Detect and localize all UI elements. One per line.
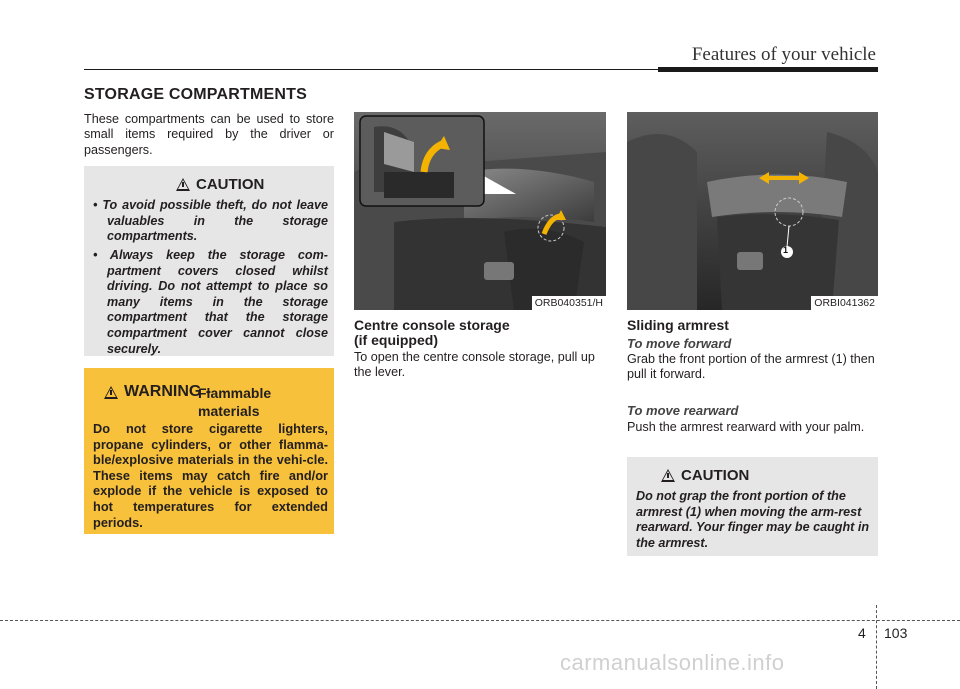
watermark: carmanualsonline.info — [560, 650, 785, 675]
move-forward-heading: To move forward — [627, 336, 732, 351]
photo-code-label: ORBI041362 — [811, 296, 878, 310]
intro-paragraph: These compartments can be used to store small items required by the driver or passengers. — [84, 112, 334, 157]
caution-title-left — [176, 176, 264, 193]
warning-triangle-icon — [176, 178, 190, 191]
move-forward-body: Grab the front portion of the armrest (1) then pull it forward. — [627, 352, 875, 382]
caution-label: CAUTION — [681, 467, 750, 484]
caution-title-right — [661, 467, 749, 484]
caution-bullet: • To avoid possible theft, do not leave valuables in the storage compartments. — [93, 198, 328, 244]
move-rearward-body: Push the armrest rearward with your palm. — [627, 420, 865, 434]
callout-number: 1 — [783, 245, 789, 255]
sliding-armrest-photo — [627, 112, 878, 310]
chapter-number: 4 — [858, 625, 866, 641]
warning-triangle-icon — [661, 469, 675, 482]
warning-subtitle: Flammable materials — [198, 385, 272, 419]
centre-console-illustration — [354, 112, 606, 310]
header-rule-accent — [658, 67, 878, 72]
warning-title — [104, 383, 211, 401]
page-header-title: Features of your vehicle — [691, 44, 876, 65]
caution-box-right — [627, 457, 878, 556]
centre-console-heading: Centre console storage (if equipped) — [354, 317, 510, 348]
centre-console-body: To open the centre console storage, pull up the lever. — [354, 350, 595, 380]
warning-body: Do not store cigarette lighters, propane cylinders, or other flamma-ble/explosive materials in the vehi-cle. These items may catch fire and/or explode if the vehicle is exposed to hot temperatures for extended periods. — [93, 421, 328, 530]
footer-divider — [876, 605, 877, 689]
photo-code-label: ORB040351/H — [532, 296, 606, 310]
centre-console-photo — [354, 112, 606, 310]
caution-label: CAUTION — [196, 176, 265, 193]
warning-triangle-icon — [104, 386, 118, 399]
footer-rule — [0, 620, 960, 621]
warning-label: WARNING - — [124, 383, 212, 400]
move-rearward-heading: To move rearward — [627, 403, 739, 418]
section-title: STORAGE COMPARTMENTS — [84, 86, 307, 103]
sliding-armrest-illustration — [627, 112, 878, 310]
warning-box — [84, 368, 334, 534]
sliding-armrest-heading: Sliding armrest — [627, 317, 729, 333]
caution-right-body: Do not grap the front portion of the armrest (1) when moving the arm-rest rearward. Your finger may be caught in the armrest. — [636, 489, 870, 550]
page-number: 103 — [884, 625, 908, 641]
caution-box-left — [84, 166, 334, 356]
caution-bullet: • Always keep the storage com-partment covers closed whilst driving. Do not attempt to place so many items in the storage compartment that the storage compartment cover cannot close securely. — [93, 248, 328, 356]
